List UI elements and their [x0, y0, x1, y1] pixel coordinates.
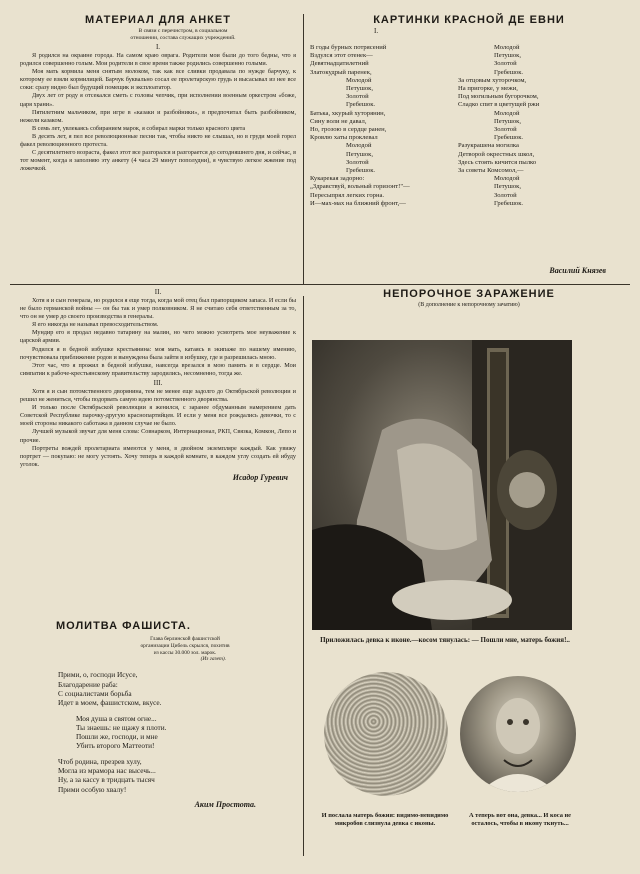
- verse-line: Кровлю хаты проклевал: [310, 134, 378, 142]
- paragraph: Двух лет от роду я отсекался сметь с головы чепчик, при исполнении военным оркестром «боже, царя храни».: [20, 92, 296, 108]
- microbe-microscope-image: [324, 672, 448, 796]
- portrait-illustration: [460, 676, 576, 792]
- poem-column-left: [310, 44, 470, 208]
- verse-line: Молодой: [494, 109, 520, 117]
- verse-line: Под могильным бугорочком,: [458, 93, 539, 101]
- poem-numeral: I.: [374, 27, 379, 35]
- paragraph: Хотя я и сын потомственного дворянина, тем не менее еще задолго до Октябрьской революции и решил не жениться, чтобы подорвать самую идею потомственного дворянства.: [20, 387, 296, 404]
- section-numeral: I.: [155, 43, 161, 51]
- feature-subtitle: (В дополнение к непорочному зачатию): [418, 302, 520, 308]
- verse-line: За отцовым хуторочком,: [458, 76, 527, 84]
- paragraph: Мундир его я продал недавно татарину на малин, но чего можно усмотреть мое неуважение к царской армии.: [20, 329, 296, 345]
- article-title: МАТЕРИАЛ ДЛЯ АНКЕТ: [85, 14, 231, 26]
- paragraph: В десять лет, я пел все революционные песни так, чтобы никто не слышал, но в груди моей горел факел революционного протеста.: [20, 132, 296, 149]
- section-rule: [10, 284, 630, 285]
- verse-line: Пересыпрял легких горна.: [310, 191, 385, 199]
- verse-line: Молодой: [494, 175, 520, 183]
- verse-line: Петушок,: [494, 183, 522, 191]
- verse-line: Сину воли не давал,: [310, 117, 367, 125]
- village-pictures-poem: [310, 14, 628, 275]
- poem-title: КАРТИНКИ КРАСНОЙ ДЕ ЕВНИ: [373, 14, 565, 26]
- caption-girl: А теперь вот она, девка... И коса не осталось, чтобы в икону ткнуть...: [468, 812, 572, 828]
- verse-line: Золотой: [494, 191, 517, 199]
- verse-line: Могла из мрамора нас высечь...: [58, 766, 156, 776]
- verse-line: Прими, о, господи Исусе,: [58, 670, 138, 680]
- caption-microbes: И послала матерь божия: видимо-невидимо микробов слизнула девка с иконы.: [321, 812, 449, 828]
- paragraph: Родился я в бедной избушке крестьянина: моя мать, катаясь в экипаже по нашему имению, почувствовала приближение родов и вынуждена была зайти в избушку, где и разрешилась мною.: [20, 345, 296, 361]
- paragraph: Этот час, что я прожил в бедной избушке, навсегда врезался в мою память и в сердце. Мои симпатии к рабоче-крестьянскому правительству зародились, несомненно, тогда же.: [20, 361, 296, 377]
- verse-line: Молодой: [346, 142, 372, 150]
- verse-line: Разукрашена могилка: [458, 142, 519, 150]
- prayer-source: (Из газет).: [200, 656, 226, 663]
- paragraph: С десятилетнего возраста, факел этот все разгорался и разгорается до сегодняшнего дня, и сейчас, в тот момент, когда я заполняю эту анкету (4 часа 29 минут пополудни), я чувствую легкое жжение под ложечкой.: [20, 149, 296, 173]
- paragraph: Портреты вождей пролетариата имеются у меня, в двойном экземпляре каждый. Как увижу портрет — покупаю: не могу устоять. Хочу теперь в каждой комнате, в каждом углу создать ей ибуду уголок.: [20, 444, 296, 468]
- verse-line: Гребешок.: [346, 167, 376, 175]
- verse-line: „Здравствуй, вольный горизонт!"—: [310, 183, 410, 191]
- verse-line: Золотой: [346, 93, 369, 101]
- verse-line: На пригорке, у межи,: [458, 85, 518, 93]
- verse-line: Вздулся этот отенек—: [310, 52, 373, 60]
- immaculate-infection-feature: [310, 288, 628, 316]
- paragraph: Моя мать кормила меня снятым молоком, так как все сливки продавала по нужде барчуку, к которому ее взяли кормилицей. Барчук буквально сосал ее пролетарскую грудь и высасывал из нее все соки: сразу видно был будущий помещик и эксплоататор.: [20, 68, 296, 92]
- verse-line: Моя душа в святом огне...: [76, 713, 157, 723]
- verse-line: Златокудрый паренек,: [310, 68, 372, 76]
- paragraph: В семь лет, увлекаясь собиранием марок, я собирал марки только красного цвета: [32, 124, 246, 132]
- verse-line: За советы Комсомол,—: [458, 167, 524, 175]
- verse-line: И—мах-мах на ближний фронт,—: [310, 199, 406, 207]
- section-three: [20, 388, 296, 469]
- prayer-stanza: [20, 714, 296, 751]
- verse-line: Петушок,: [494, 52, 522, 60]
- author-signature: Исадор Гуревич: [232, 472, 288, 482]
- paragraph: Я родился на окраине города. На самом краю оврага. Родители мои были до того бедны, что я родился совершенно голым. Мои родители в свое время также родились совершенно голыми.: [20, 52, 296, 68]
- verse-line: Золотой: [494, 126, 517, 134]
- photo-illustration: [312, 340, 572, 630]
- section-one: [20, 52, 296, 173]
- prayer-stanza: [20, 757, 296, 794]
- verse-line: Убить второго Маттеоти!: [76, 741, 155, 751]
- paragraph: Лучшей музыкой звучат для меня слова: Совнарком, Интернационал, РКП, Связка, Комкон, Лепо и прочие.: [20, 428, 296, 444]
- fascist-prayer: [20, 620, 296, 809]
- verse-line: Петушок,: [346, 150, 374, 158]
- verse-line: Благодарение раба:: [58, 679, 118, 689]
- verse-line: Молодой: [494, 44, 520, 51]
- section-two: [20, 297, 296, 378]
- poem-column-right: [458, 44, 628, 208]
- prayer-title: МОЛИТВА ФАШИСТА.: [56, 620, 191, 632]
- verse-line: Батька, хкурый хуторянин,: [310, 109, 386, 117]
- verse-line: Золотой: [494, 60, 517, 68]
- verse-line: Гребешок.: [494, 134, 524, 142]
- verse-line: Идет в моем, фашистском, вкусе.: [58, 698, 162, 708]
- article-subtitle: В связи с перечнстром, в социальном отношении, состава служащих учреждений.: [130, 28, 236, 41]
- verse-line: С социалистами борьба: [58, 688, 132, 698]
- verse-line: Девятнадцатилетний: [310, 60, 369, 68]
- prayer-note: Глава берлинской фашистской организации Цибель скрылся, похитив из кассы 30.000 зол. марок.: [140, 636, 230, 656]
- verse-line: Чтоб родина, презрев хулу,: [58, 756, 142, 766]
- paragraph: Я его никогда не называл превосходительством.: [32, 321, 159, 329]
- verse-line: Золотой: [346, 158, 369, 166]
- verse-line: Гребешок.: [494, 199, 524, 207]
- caption-icon: Приложилась девка к иконе.—косом тянулась: — Пошли мне, матерь божия!..: [320, 636, 570, 644]
- girl-portrait-image: [460, 676, 576, 792]
- verse-line: Здесь стоять кичится пылко: [458, 158, 537, 166]
- verse-line: Детворой окрестных школ,: [458, 150, 535, 158]
- feature-title: НЕПОРОЧНОЕ ЗАРАЖЕНИЕ: [383, 288, 555, 300]
- column-divider-lower: [303, 296, 304, 856]
- verse-line: Пошли же, господи, и мне: [76, 732, 158, 742]
- verse-line: Петушок,: [346, 85, 374, 93]
- verse-line: Ты знаешь: не щажу я плоти.: [76, 722, 167, 732]
- verse-line: Сладко спит в цветущей ржи: [458, 101, 540, 109]
- paragraph: Хотя я и сын генерала, но родился я еще тогда, когда мой отец был прапорщиком запаса. И если бы не было германской войны — он бы так и умер полковником. Я не считаю себя ответственным за то, что он не умер до своего производства в генералы.: [20, 297, 296, 321]
- verse-line: Но, грозою в сердце ранен,: [310, 126, 387, 134]
- verse-line: Кукарекая задорно:: [310, 175, 365, 183]
- girl-kissing-icon-photo: [312, 340, 572, 630]
- prayer-stanza: [20, 670, 296, 707]
- verse-line: Прими особую хвалу!: [58, 784, 127, 794]
- prayer-signature: Аким Простота.: [194, 799, 256, 809]
- paragraph: И только после Октябрьской революции я женился, с заранее обдуманным намерением дать Советской Республике парочку-другую краснопартийцев. И если у меня все рождались девочки, то с моей стороны никакого саботажа в данном случае не было.: [20, 404, 296, 428]
- poem-signature: Василий Князев: [549, 266, 606, 275]
- paragraph: Пятилетним мальчиком, при игре в «казаки и разбойники», я предпочитал быть разбойником, нежели казаком.: [20, 108, 296, 124]
- section-numeral: III.: [153, 378, 163, 387]
- verse-line: В годы бурных потрясений: [310, 44, 387, 51]
- verse-line: Гребешок.: [494, 68, 524, 76]
- verse-line: Ну, а за кассу в тридцать тысяч: [58, 775, 155, 785]
- section-numeral: II.: [154, 288, 162, 296]
- questionnaire-continued: [20, 287, 296, 482]
- verse-line: Петушок,: [494, 117, 522, 125]
- verse-line: Гребешок.: [346, 101, 376, 109]
- verse-line: Молодой: [346, 76, 372, 84]
- questionnaire-article: [20, 14, 296, 173]
- column-divider: [303, 14, 304, 284]
